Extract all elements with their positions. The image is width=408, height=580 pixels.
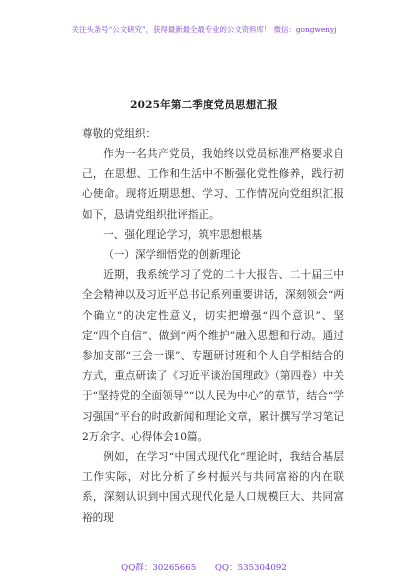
document-body — [82, 144, 344, 528]
footer-contact — [0, 561, 408, 573]
header-banner: 关注头条号“公文研究”，获得最新最全最专业的公文资料库！ 微信：gongwenyj — [71, 25, 337, 34]
paragraph-intro: 作为一名共产党员，我始终以党员标准严格要求自己，在思想、工作和生活中不断强化党性修养，践行初心使命。现将近期思想、学习、工作情况向党组织汇报如下，恳请党组织批评指正。 — [82, 148, 344, 221]
salutation: 尊敬的党组织： — [82, 128, 157, 140]
qq-group: QQ群：30265665 — [121, 563, 197, 573]
qq-number: QQ：535304092 — [214, 563, 287, 573]
subsection-heading-1: （一）深学细悟党的创新理论 — [103, 249, 241, 262]
document-title: 2025年第二季度党员思想汇报 — [130, 99, 278, 111]
section-heading-1: 一、强化理论学习，筑牢思想根基 — [103, 228, 263, 241]
paragraph-example: 例如，在学习“中国式现代化”理论时，我结合基层工作实际，对比分析了乡村振兴与共同富裕的内在联系，深刻认识到中国式现代化是人口规模巨大、共同富裕的现 — [82, 451, 344, 524]
paragraph-study: 近期，我系统学习了党的二十大报告、二十届三中全会精神以及习近平总书记系列重要讲话，深刻领会“两个确立”的决定性意义，切实把增强“四个意识”、坚定“四个自信”、做到“两个维护”融入思想和行动。通过参加支部“三会一课”、专题研讨班和个人自学相结合的方式，重点研读了《习近平谈治国理政》（第四卷）中关于“坚持党的全面领导”“以人民为中心”的章节，结合“学习强国”平台的时政新闻和理论文章，累计撰写学习笔记2万余字、心得体会10篇。 — [82, 269, 344, 443]
